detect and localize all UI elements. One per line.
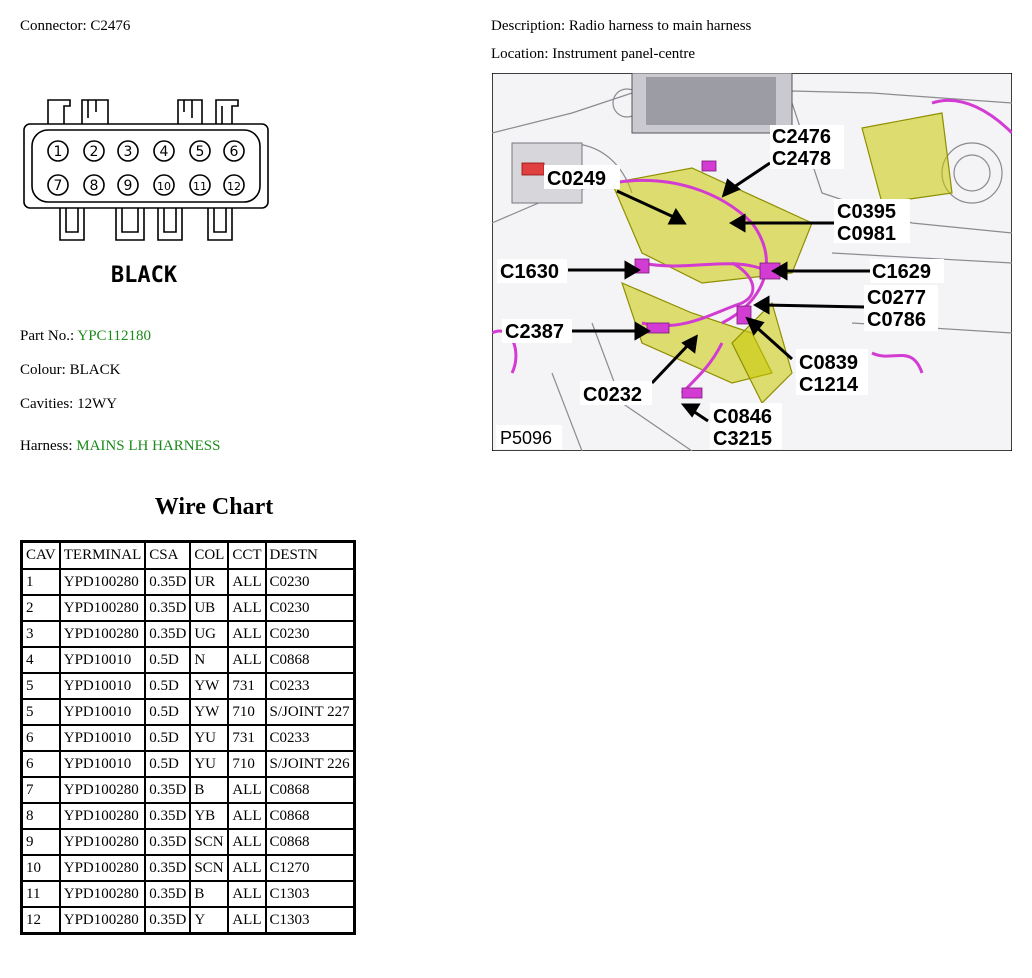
table-cell: YW: [190, 699, 228, 725]
table-cell: 0.5D: [145, 699, 190, 725]
table-cell: YU: [190, 725, 228, 751]
table-cell: ALL: [228, 829, 265, 855]
column-header: COL: [190, 542, 228, 569]
table-cell: 6: [22, 751, 60, 777]
table-cell: 0.35D: [145, 881, 190, 907]
table-row: [22, 881, 354, 907]
table-cell: 10: [22, 855, 60, 881]
table-cell: YPD10010: [60, 751, 146, 777]
callout-c2476: C2476: [772, 126, 831, 148]
pin-number: 4: [159, 144, 169, 160]
table-cell: C1303: [266, 881, 354, 907]
table-cell: ALL: [228, 855, 265, 881]
connector-colour-caption: BLACK: [110, 263, 178, 288]
wire-chart-table: [20, 540, 356, 935]
table-cell: YPD100280: [60, 621, 146, 647]
table-cell: ALL: [228, 907, 265, 933]
table-cell: C0233: [266, 673, 354, 699]
pin-number: 3: [123, 144, 133, 160]
table-row: [22, 907, 354, 933]
table-cell: ALL: [228, 595, 265, 621]
table-cell: YPD10010: [60, 699, 146, 725]
connector-heading: [20, 18, 130, 35]
callout-c0395: C0395: [837, 201, 896, 223]
table-cell: YPD10010: [60, 673, 146, 699]
table-row: [22, 647, 354, 673]
table-cell: ALL: [228, 803, 265, 829]
table-cell: 4: [22, 647, 60, 673]
column-header: TERMINAL: [60, 542, 146, 569]
table-cell: N: [190, 647, 228, 673]
callout-c0249: C0249: [547, 168, 606, 190]
colour-line: [20, 362, 120, 379]
callout-c0277: C0277: [867, 287, 926, 309]
table-row: [22, 673, 354, 699]
table-cell: 0.5D: [145, 673, 190, 699]
table-cell: C0868: [266, 777, 354, 803]
table-cell: 12: [22, 907, 60, 933]
location-label: Location:: [491, 46, 549, 62]
table-cell: 0.35D: [145, 803, 190, 829]
table-row: [22, 777, 354, 803]
table-cell: C0868: [266, 803, 354, 829]
table-cell: 8: [22, 803, 60, 829]
table-cell: SCN: [190, 829, 228, 855]
harness-label: Harness:: [20, 438, 73, 454]
table-cell: 0.5D: [145, 725, 190, 751]
table-cell: 0.35D: [145, 569, 190, 595]
table-cell: 731: [228, 673, 265, 699]
table-cell: YPD100280: [60, 829, 146, 855]
pin-number: 8: [89, 178, 99, 194]
table-cell: C0868: [266, 647, 354, 673]
harness-line: [20, 438, 220, 455]
table-cell: 710: [228, 699, 265, 725]
location-line: [491, 46, 695, 63]
table-cell: YPD100280: [60, 569, 146, 595]
location-photo: [492, 73, 1012, 451]
table-cell: S/JOINT 226: [266, 751, 354, 777]
cavities-value: 12WY: [77, 396, 118, 412]
wire-chart-title: Wire Chart: [154, 494, 274, 520]
table-row: [22, 855, 354, 881]
table-cell: C0868: [266, 829, 354, 855]
table-cell: 1: [22, 569, 60, 595]
table-row: [22, 621, 354, 647]
figure-id: P5096: [500, 428, 553, 448]
table-cell: YU: [190, 751, 228, 777]
table-cell: 0.5D: [145, 647, 190, 673]
table-cell: YPD100280: [60, 777, 146, 803]
callout-c2387: C2387: [505, 321, 564, 343]
table-cell: 5: [22, 673, 60, 699]
table-cell: C1303: [266, 907, 354, 933]
table-cell: 0.35D: [145, 595, 190, 621]
callout-c0839: C0839: [799, 352, 858, 374]
table-cell: S/JOINT 227: [266, 699, 354, 725]
colour-label: Colour:: [20, 362, 66, 378]
table-cell: 710: [228, 751, 265, 777]
pin-number: 1: [53, 144, 63, 160]
cavities-line: [20, 396, 117, 413]
table-cell: 0.35D: [145, 621, 190, 647]
table-cell: 11: [22, 881, 60, 907]
table-cell: C0230: [266, 621, 354, 647]
table-row: [22, 569, 354, 595]
pin-number: 5: [195, 144, 205, 160]
table-row: [22, 699, 354, 725]
description-label: Description:: [491, 18, 566, 34]
connector-face-diagram: [20, 92, 280, 302]
table-cell: YPD10010: [60, 647, 146, 673]
callout-c3215: C3215: [713, 428, 772, 450]
table-cell: UB: [190, 595, 228, 621]
table-cell: ALL: [228, 647, 265, 673]
pin-number: 10: [157, 180, 171, 193]
table-cell: Y: [190, 907, 228, 933]
table-row: [22, 803, 354, 829]
table-cell: YW: [190, 673, 228, 699]
table-cell: 7: [22, 777, 60, 803]
table-cell: B: [190, 777, 228, 803]
callout-c1629: C1629: [872, 261, 931, 283]
pin-group: [48, 141, 244, 195]
description-line: [491, 18, 751, 35]
table-cell: 0.5D: [145, 751, 190, 777]
table-cell: YPD100280: [60, 595, 146, 621]
pin-number: 11: [193, 180, 207, 193]
column-header: DESTN: [266, 542, 354, 569]
table-cell: YPD10010: [60, 725, 146, 751]
callout-c2478: C2478: [772, 148, 831, 170]
table-cell: UG: [190, 621, 228, 647]
table-cell: ALL: [228, 777, 265, 803]
table-cell: 6: [22, 725, 60, 751]
pin-number: 7: [53, 178, 63, 194]
table-row: [22, 829, 354, 855]
table-row: [22, 751, 354, 777]
table-cell: SCN: [190, 855, 228, 881]
table-cell: ALL: [228, 881, 265, 907]
table-cell: 9: [22, 829, 60, 855]
column-header: CSA: [145, 542, 190, 569]
part-number-line: [20, 328, 151, 345]
location-value: Instrument panel-centre: [552, 46, 696, 62]
colour-value: BLACK: [69, 362, 121, 378]
table-cell: ALL: [228, 621, 265, 647]
table-cell: UR: [190, 569, 228, 595]
table-cell: C0230: [266, 569, 354, 595]
table-row: [22, 725, 354, 751]
callout-c0981: C0981: [837, 223, 896, 245]
table-cell: 731: [228, 725, 265, 751]
wire-chart-header-row: [22, 542, 354, 569]
table-cell: 0.35D: [145, 855, 190, 881]
table-cell: 0.35D: [145, 829, 190, 855]
pin-number: 12: [227, 180, 241, 193]
table-row: [22, 595, 354, 621]
table-cell: 5: [22, 699, 60, 725]
connector-id: C2476: [90, 18, 131, 34]
table-cell: 0.35D: [145, 907, 190, 933]
table-cell: YPD100280: [60, 907, 146, 933]
connector-label: Connector:: [20, 18, 87, 34]
part-label: Part No.:: [20, 328, 75, 344]
table-cell: YB: [190, 803, 228, 829]
wire-chart-body: [22, 569, 354, 933]
table-cell: C0233: [266, 725, 354, 751]
table-cell: 0.35D: [145, 777, 190, 803]
table-cell: ALL: [228, 569, 265, 595]
table-cell: C1270: [266, 855, 354, 881]
callout-c0232: C0232: [583, 384, 642, 406]
callout-c0786: C0786: [867, 309, 926, 331]
callout-c1214: C1214: [799, 374, 858, 396]
table-cell: B: [190, 881, 228, 907]
table-cell: C0230: [266, 595, 354, 621]
description-value: Radio harness to main harness: [568, 18, 752, 34]
pin-number: 6: [229, 144, 239, 160]
table-cell: YPD100280: [60, 881, 146, 907]
pin-number: 2: [89, 144, 99, 160]
cavities-label: Cavities:: [20, 396, 74, 412]
callout-c0846: C0846: [713, 406, 772, 428]
part-number-link[interactable]: YPC112180: [77, 328, 151, 344]
table-cell: YPD100280: [60, 855, 146, 881]
column-header: CCT: [228, 542, 265, 569]
pin-number: 9: [123, 178, 133, 194]
harness-link[interactable]: MAINS LH HARNESS: [76, 438, 221, 454]
table-cell: YPD100280: [60, 803, 146, 829]
table-cell: 3: [22, 621, 60, 647]
table-cell: 2: [22, 595, 60, 621]
column-header: CAV: [22, 542, 60, 569]
callout-c1630: C1630: [500, 261, 559, 283]
